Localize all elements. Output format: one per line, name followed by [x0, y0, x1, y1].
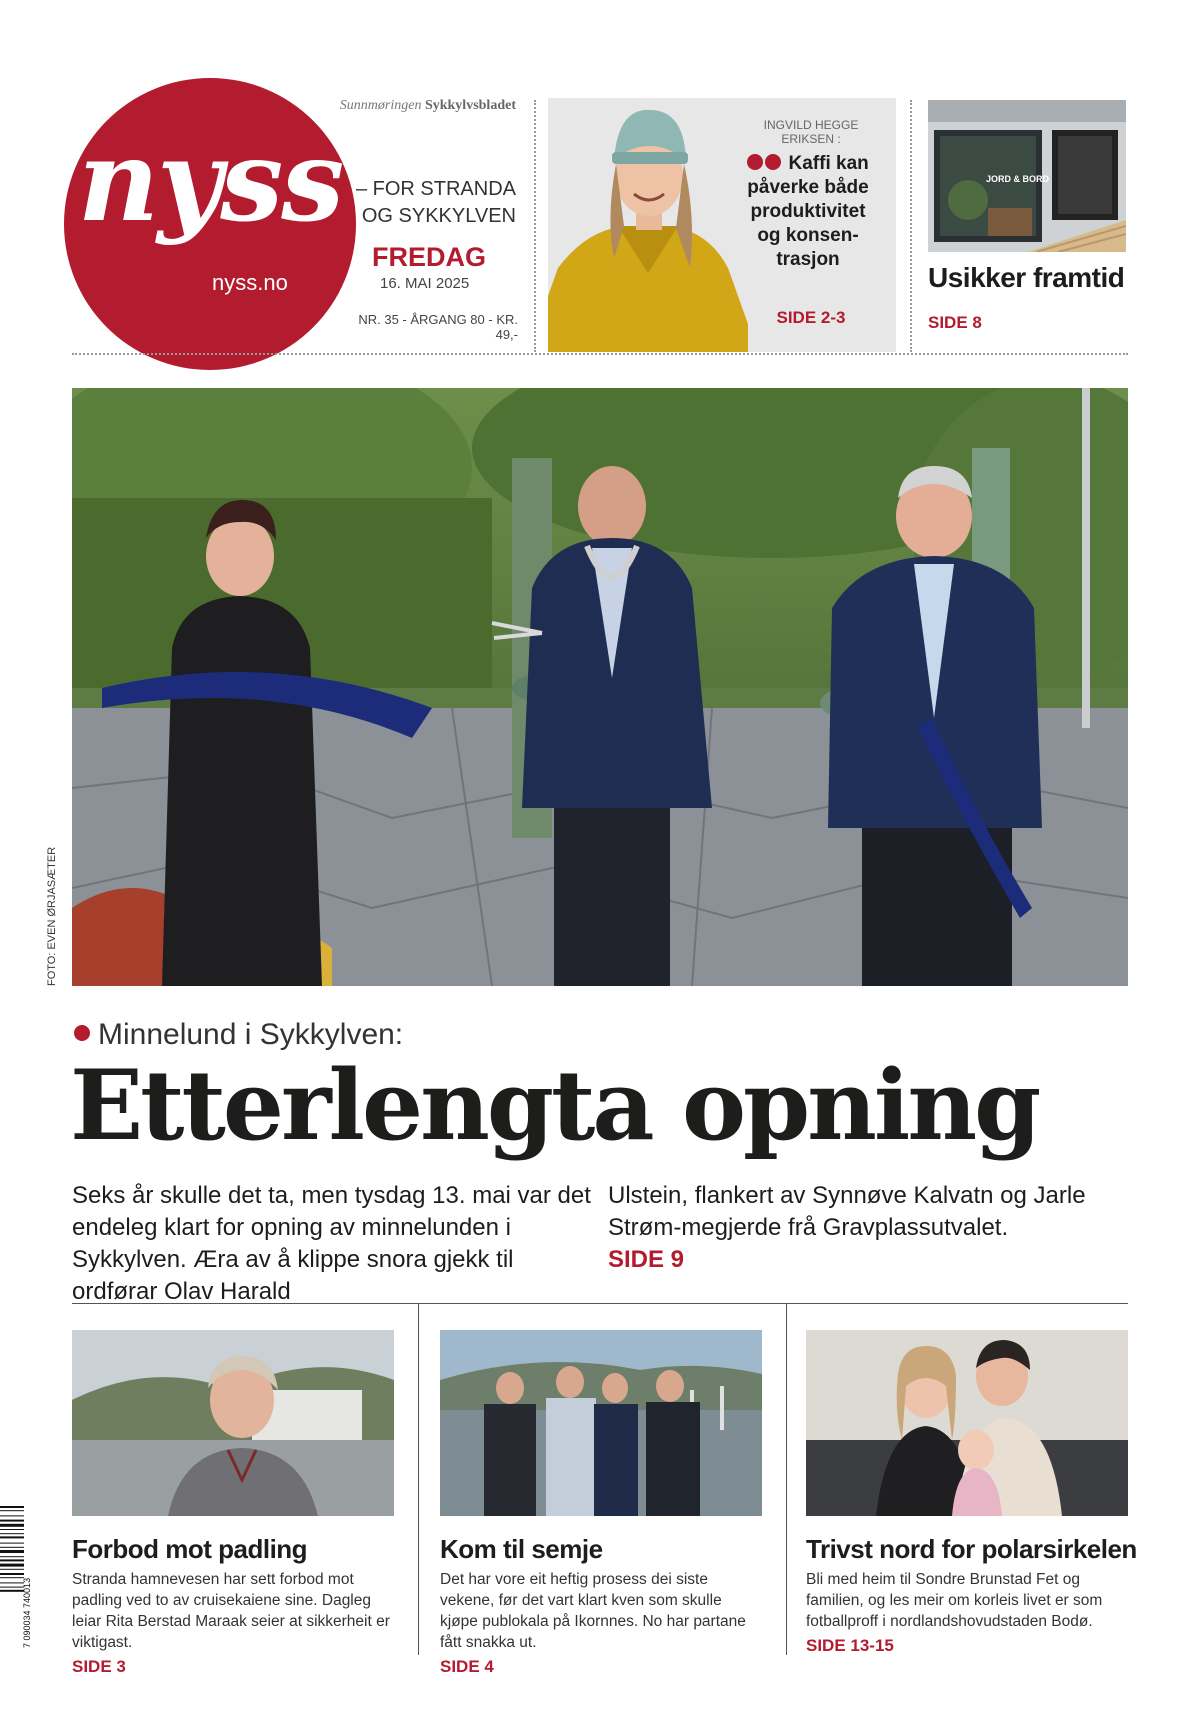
issue-info: NR. 35 - ÅRGANG 80 - KR. 49,-	[358, 312, 518, 342]
card-body: Det har vore eit heftig prosess dei siste vekene, før det vart klart kven som skulle kjøpe publokala på Ikornnes. No har partane fått snakka ut.	[440, 1571, 746, 1651]
barcode-bar	[0, 1510, 24, 1511]
teaser-page-ref[interactable]: SIDE 8	[928, 313, 982, 332]
partner-sunnmoringen: Sunnmøringen	[339, 98, 422, 113]
barcode-bar	[0, 1582, 24, 1583]
barcode-bar	[0, 1556, 24, 1557]
teaser-headline[interactable]: Usikker framtid	[928, 262, 1125, 293]
teaser-headline-line-5: trasjon	[776, 249, 840, 270]
lead-column-2-text: Ulstein, flankert av Synnøve Kalvatn og Jarle Strøm-megjerde frå Gravplassutvalet.	[608, 1182, 1086, 1241]
hero-photo[interactable]	[72, 388, 1128, 986]
barcode-bar	[0, 1506, 24, 1508]
logo-wordmark: nyss	[77, 116, 343, 247]
card-headline: Trivst nord for polarsirkelen	[806, 1534, 1137, 1564]
teaser-headline-line-4: og konsen-	[757, 225, 859, 246]
section-divider	[72, 1303, 1128, 1304]
nyss-logo[interactable]	[64, 78, 356, 370]
lead-column-2	[608, 1180, 1128, 1276]
dotted-divider	[72, 353, 1128, 355]
barcode-bar	[0, 1590, 24, 1592]
dotted-divider	[534, 100, 536, 352]
card-page-ref[interactable]: SIDE 4	[440, 1657, 494, 1676]
barcode-bar	[0, 1573, 24, 1575]
card-body: Bli med heim til Sondre Brunstad Fet og familien, og les meir om korleis livet er som fotballproff i nordlandshovudstaden Bodø.	[806, 1571, 1103, 1630]
card-headline: Kom til semje	[440, 1534, 603, 1564]
photo-credit: FOTO: EVEN ØRJASÆTER	[46, 846, 58, 986]
portrait-harbour-image	[72, 1330, 394, 1516]
person-portrait-image	[548, 98, 748, 352]
teaser-page-ref[interactable]: SIDE 2-3	[776, 308, 846, 327]
tagline	[350, 176, 516, 230]
barcode-bar	[0, 1524, 24, 1527]
barcode-number: 7 090034 740013	[22, 1577, 32, 1648]
family-sofa-image	[806, 1330, 1128, 1516]
barcode-bar	[0, 1577, 24, 1578]
barcode-bar	[0, 1550, 24, 1553]
column-divider	[786, 1303, 787, 1655]
tagline-line-1: – FOR STRANDA	[355, 178, 516, 200]
main-story-kicker	[74, 1018, 403, 1052]
teaser-card-semje[interactable]	[440, 1330, 762, 1677]
handshake-group-image	[440, 1330, 762, 1516]
card-page-ref[interactable]: SIDE 3	[72, 1657, 126, 1676]
sign-text: JORD & BORD	[986, 174, 1050, 184]
barcode-bar	[0, 1515, 24, 1516]
teaser-headline	[728, 152, 888, 272]
card-page-ref[interactable]: SIDE 13-15	[806, 1636, 894, 1655]
barcode-bar	[0, 1569, 24, 1570]
weekday: FREDAG	[372, 242, 486, 272]
column-divider	[418, 1303, 419, 1655]
barcode-bar	[0, 1520, 24, 1522]
card-headline: Forbod mot padling	[72, 1534, 308, 1564]
barcode-bar	[0, 1587, 24, 1588]
teaser-card-padling[interactable]	[72, 1330, 394, 1677]
partner-sykkylvsbladet: Sykkylvsbladet	[424, 98, 516, 113]
teaser-headline-line-1: Kaffi kan	[788, 153, 869, 174]
barcode-bar	[0, 1564, 24, 1567]
barcode-bar	[0, 1533, 24, 1534]
double-dot-icon	[747, 152, 783, 176]
barcode-bar	[0, 1559, 24, 1561]
logo-url: nyss.no	[212, 270, 288, 295]
teaser-headline-line-2: påverke både	[747, 177, 869, 198]
barcode-bar	[0, 1529, 24, 1530]
lead-column-1: Seks år skulle det ta, men tysdag 13. mai var det endeleg klart for opning av minnelunden i Sykkylven. Æra av å klippe snora gjekk til ordførar Olav Harald	[72, 1182, 591, 1305]
barcode-bar	[0, 1547, 24, 1548]
teaser-card-polarsirkelen[interactable]	[806, 1330, 1137, 1656]
barcode-bar	[0, 1543, 24, 1544]
main-headline[interactable]: Etterlengta opning	[70, 1049, 1039, 1162]
partner-papers	[330, 98, 516, 114]
teaser-kicker: INGVILD HEGGE ERIKSEN :	[763, 118, 859, 146]
kicker-text: Minnelund i Sykkylven:	[98, 1018, 404, 1051]
teaser-coffee[interactable]	[548, 98, 896, 352]
dotted-divider	[910, 100, 912, 352]
barcode-image	[0, 1500, 34, 1650]
main-story-page-ref[interactable]: SIDE 9	[608, 1246, 685, 1273]
teaser-headline-line-3: produktivitet	[750, 201, 866, 222]
storefront-image[interactable]	[928, 100, 1126, 252]
tagline-line-2: OG SYKKYLVEN	[361, 205, 516, 227]
bullet-dot-icon	[74, 1025, 90, 1041]
issue-date: 16. MAI 2025	[380, 275, 470, 292]
card-body: Stranda hamnevesen har sett forbod mot padling ved to av cruisekaiene sine. Dagleg leiar Rita Berstad Maraak seier at sikkerheit er viktigast.	[72, 1571, 390, 1651]
barcode-bar	[0, 1536, 24, 1538]
